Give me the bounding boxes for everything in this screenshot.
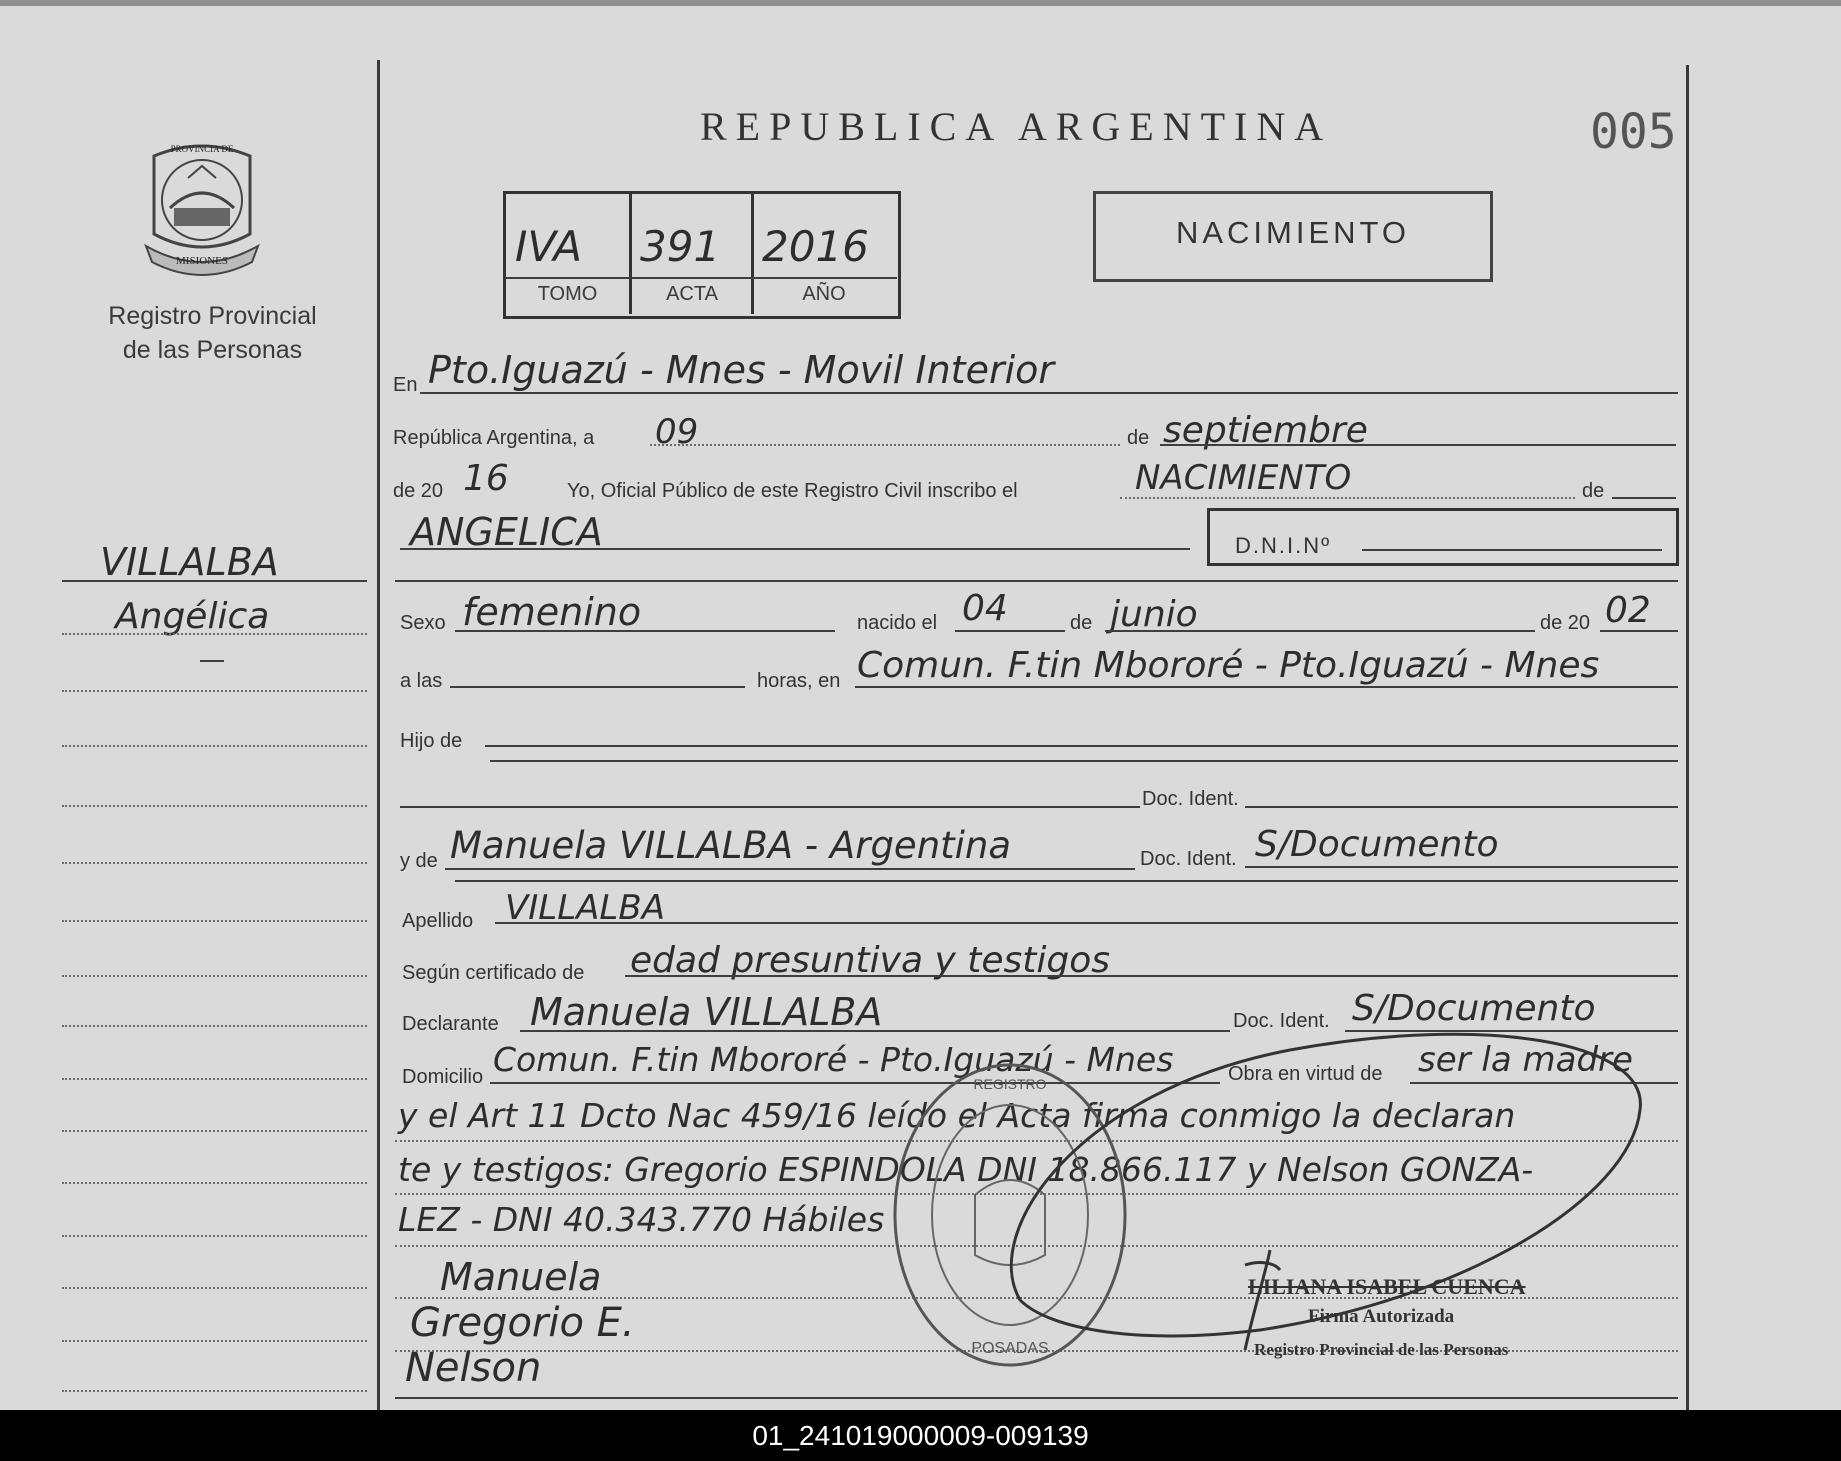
day-value: 09 bbox=[655, 412, 699, 452]
country-heading: REPUBLICA ARGENTINA bbox=[700, 104, 1333, 149]
official-role: Firma Autorizada bbox=[1308, 1306, 1455, 1327]
alas-label: a las bbox=[400, 670, 443, 692]
birth-day-line bbox=[955, 630, 1065, 632]
nacido-label: nacido el bbox=[857, 612, 938, 634]
svg-text:POSADAS: POSADAS bbox=[971, 1340, 1049, 1357]
apellido-value: VILLALBA bbox=[505, 888, 665, 928]
hour-line bbox=[450, 686, 745, 688]
official-office: Registro Provincial de las Personas bbox=[1254, 1340, 1509, 1359]
horas-label: horas, en bbox=[757, 670, 841, 692]
svg-text:MISIONES: MISIONES bbox=[176, 255, 228, 267]
margin-given-name-underline bbox=[200, 660, 224, 662]
left-margin-rule bbox=[377, 60, 380, 1410]
dni-line bbox=[1362, 549, 1662, 551]
ano-value: 2016 bbox=[762, 222, 869, 271]
birth-year-line bbox=[1600, 630, 1678, 632]
margin-line bbox=[62, 862, 367, 864]
mother-extra-line bbox=[455, 880, 1678, 882]
ano-caption: AÑO bbox=[802, 283, 846, 305]
margin-surname: VILLALBA bbox=[100, 540, 279, 584]
apellido-line bbox=[495, 922, 1678, 924]
bottom-rule bbox=[395, 1397, 1678, 1399]
margin-line bbox=[62, 1130, 367, 1132]
margin-line bbox=[62, 1340, 367, 1342]
tomo-value: IVA bbox=[515, 222, 582, 271]
inscribe-value: NACIMIENTO bbox=[1135, 458, 1352, 498]
birth-place-line bbox=[855, 686, 1678, 688]
acta-caption: ACTA bbox=[666, 283, 718, 305]
svg-text:PROVINCIA DE: PROVINCIA DE bbox=[170, 144, 234, 154]
signature-declarante: Manuela bbox=[440, 1255, 602, 1299]
margin-line bbox=[62, 1078, 367, 1080]
obra-value: ser la madre bbox=[1418, 1040, 1633, 1080]
record-type-label: NACIMIENTO bbox=[1175, 215, 1411, 250]
father-line bbox=[400, 806, 1140, 808]
doc2-line bbox=[1245, 866, 1678, 868]
en-label: En bbox=[393, 374, 418, 396]
birth-month-line bbox=[1105, 630, 1535, 632]
doc1-line bbox=[1245, 806, 1678, 808]
margin-line bbox=[62, 745, 367, 747]
record-id-caption-rule bbox=[505, 277, 897, 279]
tomo-caption: TOMO bbox=[537, 283, 598, 305]
mother-line bbox=[445, 868, 1135, 870]
de2-line bbox=[1612, 497, 1676, 499]
margin-line bbox=[62, 690, 367, 692]
doc2-label: Doc. Ident. bbox=[1140, 848, 1237, 870]
en-line bbox=[420, 392, 1678, 394]
domicilio-value: Comun. F.tin Mbororé - Pto.Iguazú - Mnes bbox=[493, 1040, 1174, 1079]
margin-line bbox=[62, 805, 367, 807]
month-value: septiembre bbox=[1163, 410, 1368, 451]
margin-line bbox=[62, 1390, 367, 1392]
signature-witness-2: Nelson bbox=[405, 1345, 542, 1391]
republica-label: República Argentina, a bbox=[393, 427, 595, 449]
dni-label: D.N.I.Nº bbox=[1235, 533, 1332, 558]
birth-month-value: junio bbox=[1110, 594, 1198, 635]
margin-line bbox=[62, 1182, 367, 1184]
margin-line bbox=[62, 633, 367, 635]
year-value: 16 bbox=[463, 458, 509, 499]
scan-id-footer: 01_241019000009-009139 bbox=[0, 1410, 1841, 1461]
margin-line bbox=[62, 920, 367, 922]
yo-label: Yo, Oficial Público de este Registro Civil inscribo el bbox=[567, 480, 1018, 502]
hijo-line-b bbox=[490, 760, 1678, 762]
birth-day-value: 04 bbox=[962, 588, 1008, 629]
segun-label: Según certificado de bbox=[402, 962, 585, 984]
day-line bbox=[650, 444, 1120, 446]
margin-line bbox=[62, 1235, 367, 1237]
note-line-3: LEZ - DNI 40.343.770 Hábiles bbox=[398, 1200, 885, 1239]
obra-label: Obra en virtud de bbox=[1228, 1063, 1383, 1085]
margin-line bbox=[62, 975, 367, 977]
sexo-line bbox=[455, 630, 835, 632]
hijo-label: Hijo de bbox=[400, 730, 463, 752]
page-number: 005 bbox=[1590, 104, 1677, 160]
svg-text:REGISTRO: REGISTRO bbox=[973, 1076, 1047, 1092]
de3-label: de bbox=[1070, 612, 1093, 634]
official-name: LILIANA ISABEL CUENCA bbox=[1248, 1274, 1526, 1299]
note-line-2: te y testigos: Gregorio ESPINDOLA DNI 18.866.117 y Nelson GONZA- bbox=[398, 1150, 1534, 1189]
child-name-line bbox=[400, 548, 1190, 550]
de-label: de bbox=[1127, 427, 1150, 449]
sexo-value: femenino bbox=[462, 590, 642, 634]
apellido-label: Apellido bbox=[402, 910, 474, 932]
registry-title-line1: Registro Provincial bbox=[108, 302, 317, 330]
registry-title-line2: de las Personas bbox=[122, 336, 303, 364]
declarante-value: Manuela VILLALBA bbox=[530, 990, 883, 1034]
en-value: Pto.Iguazú - Mnes - Movil Interior bbox=[428, 348, 1054, 392]
sexo-label: Sexo bbox=[400, 612, 446, 634]
segun-value: edad presuntiva y testigos bbox=[630, 940, 1110, 981]
doc3-label: Doc. Ident. bbox=[1233, 1010, 1330, 1032]
yde-label: y de bbox=[400, 850, 438, 872]
segun-line bbox=[625, 975, 1678, 977]
de2-label: de bbox=[1582, 480, 1605, 502]
inscribe-line bbox=[1120, 497, 1575, 499]
year-prefix: de 20 bbox=[393, 480, 444, 502]
doc3-value: S/Documento bbox=[1352, 988, 1596, 1029]
domicilio-label: Domicilio bbox=[402, 1066, 484, 1088]
child-name-value: ANGELICA bbox=[410, 510, 603, 554]
birth-place-value: Comun. F.tin Mbororé - Pto.Iguazú - Mnes bbox=[857, 645, 1600, 686]
provincia-misiones-seal-icon bbox=[140, 138, 264, 278]
margin-line bbox=[62, 1287, 367, 1289]
margin-given-name: Angélica bbox=[115, 596, 270, 637]
month-line bbox=[1160, 444, 1676, 446]
signature-witness-1: Gregorio E. bbox=[410, 1300, 635, 1346]
birth-year-prefix: de 20 bbox=[1540, 612, 1591, 634]
official-signature-mark bbox=[1225, 1245, 1285, 1355]
birth-year-value: 02 bbox=[1605, 590, 1651, 631]
mother-value: Manuela VILLALBA - Argentina bbox=[450, 824, 1012, 867]
doc2-value: S/Documento bbox=[1255, 824, 1499, 865]
hijo-line-a bbox=[485, 745, 1678, 747]
acta-value: 391 bbox=[640, 222, 721, 271]
margin-line bbox=[62, 1025, 367, 1027]
declarante-label: Declarante bbox=[402, 1013, 499, 1035]
margin-surname-underline bbox=[62, 580, 367, 582]
doc1-label: Doc. Ident. bbox=[1142, 788, 1239, 810]
section-rule bbox=[395, 580, 1678, 582]
right-margin-rule bbox=[1686, 65, 1689, 1410]
note-line-1: y el Art 11 Dcto Nac 459/16 leído el Acta firma conmigo la declaran bbox=[398, 1096, 1516, 1135]
